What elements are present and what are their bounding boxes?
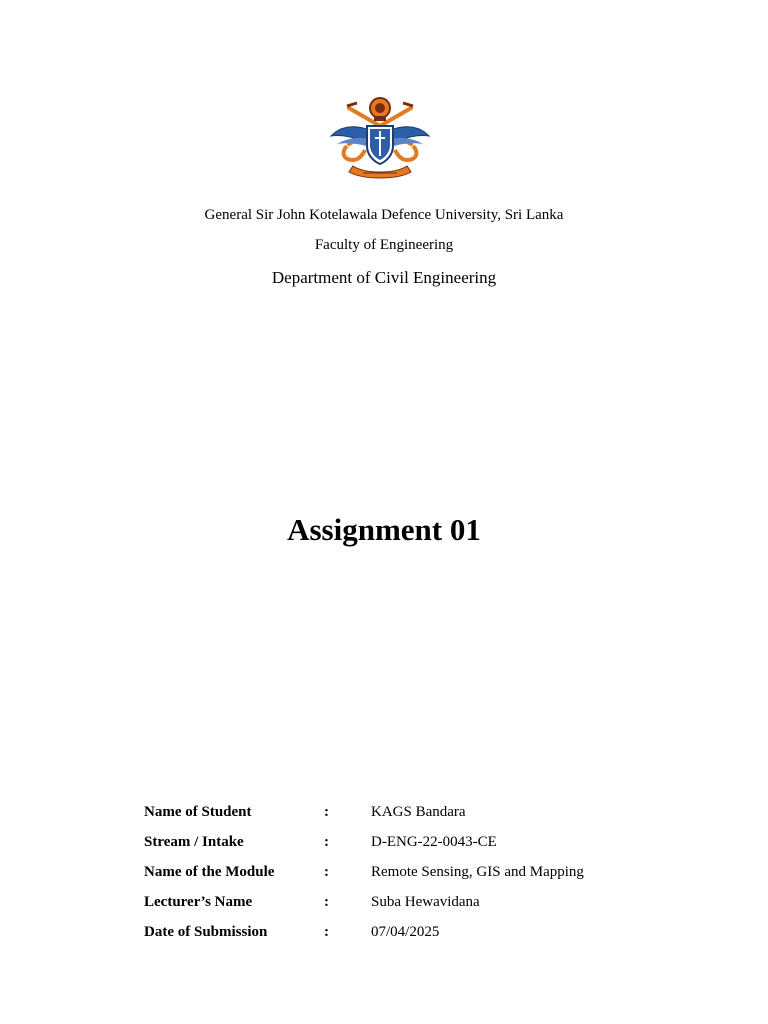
department-name: Department of Civil Engineering [271,268,497,287]
detail-row-lecturer [144,894,624,924]
detail-value: Remote Sensing, GIS and Mapping [371,864,584,880]
assignment-title: Assignment 01 [287,512,481,547]
detail-separator: : [324,894,329,910]
detail-label: Name of the Module [144,864,275,880]
detail-row-submission-date [144,924,624,954]
detail-label: Lecturer’s Name [144,894,253,910]
detail-separator: : [324,804,329,820]
detail-value: Suba Hewavidana [371,894,480,910]
detail-separator: : [324,834,329,850]
detail-label: Date of Submission [144,924,268,940]
university-name: General Sir John Kotelawala Defence University, Sri Lanka [204,207,564,223]
detail-row-stream-intake [144,834,624,864]
detail-separator: : [324,924,329,940]
detail-value: 07/04/2025 [371,924,440,940]
detail-row-student-name [144,804,624,834]
detail-value: KAGS Bandara [371,804,466,820]
detail-separator: : [324,864,329,880]
detail-label: Stream / Intake [144,834,244,850]
detail-value: D-ENG-22-0043-CE [371,834,497,850]
detail-label: Name of Student [144,804,252,820]
university-crest-icon [327,94,433,180]
faculty-name: Faculty of Engineering [314,237,454,253]
student-details [144,804,624,954]
detail-row-module [144,864,624,894]
